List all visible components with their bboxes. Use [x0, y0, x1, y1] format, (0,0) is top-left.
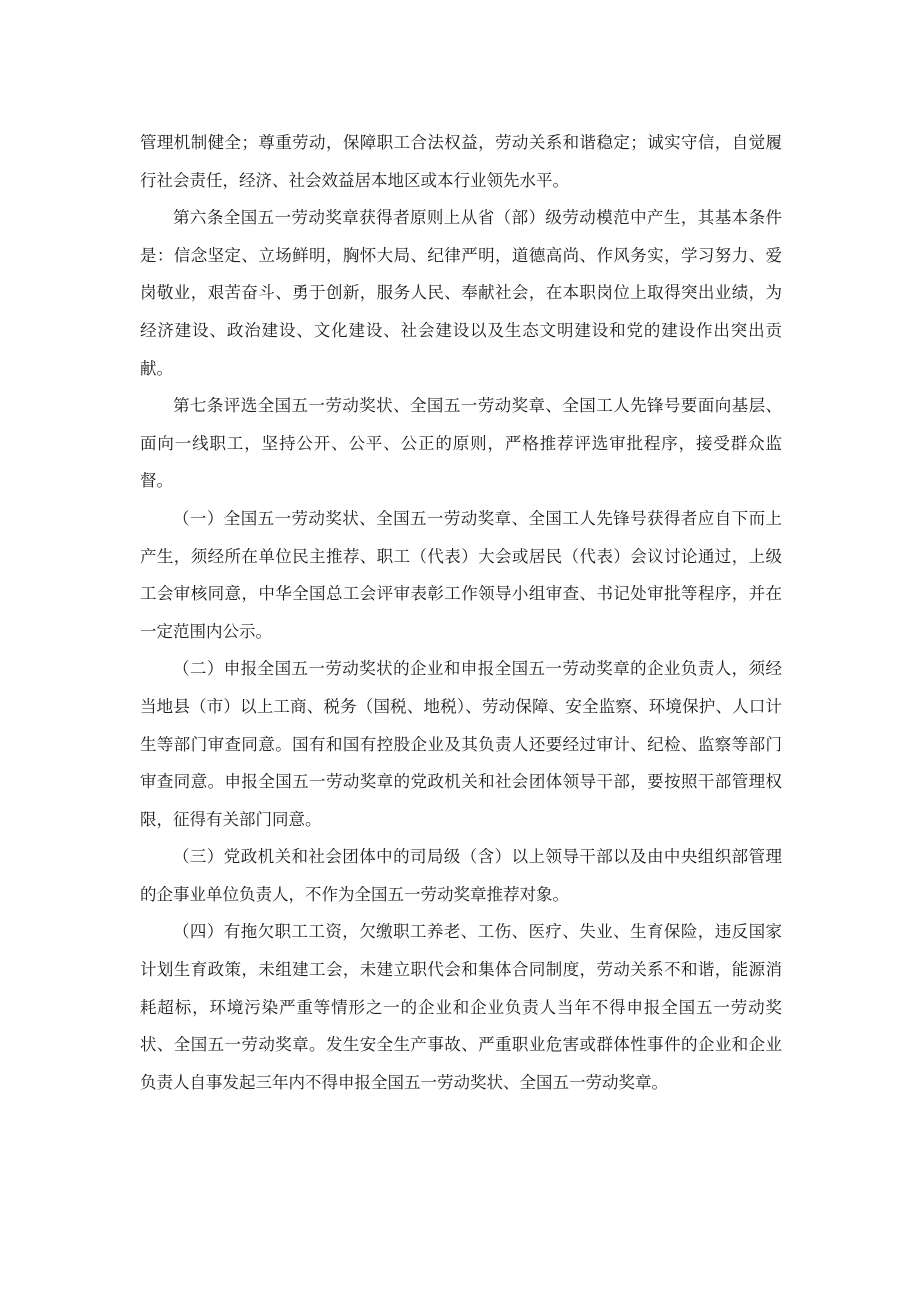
paragraph-item-1: （一）全国五一劳动奖状、全国五一劳动奖章、全国工人先锋号获得者应自下而上产生，须经所在单位民主推荐、职工（代表）大会或居民（代表）会议讨论通过，上级工会审核同意，中华全国总工会评审表彰工作领导小组审查、书记处审批等程序，并在一定范围内公示。 [140, 508, 782, 641]
paragraph-item-4: （四）有拖欠职工工资，欠缴职工养老、工伤、医疗、失业、生育保险，违反国家计划生育政策，未组建工会，未建立职代会和集体合同制度，劳动关系不和谐，能源消耗超标，环境污染严重等情形之一的企业和企业负责人当年不得申报全国五一劳动奖状、全国五一劳动奖章。发生安全生产事故、严重职业危害或群体性事件的企业和企业负责人自事发起三年内不得申报全国五一劳动奖状、全国五一劳动奖章。 [140, 922, 782, 1092]
paragraph-article-6: 第六条全国五一劳动奖章获得者原则上从省（部）级劳动模范中产生，其基本条件是：信念坚定、立场鲜明，胸怀大局、纪律严明，道德高尚、作风务实，学习努力、爱岗敬业，艰苦奋斗、勇于创新，服务人民、奉献社会，在本职岗位上取得突出业绩，为经济建设、政治建设、文化建设、社会建设以及生态文明建设和党的建设作出突出贡献。 [140, 208, 782, 378]
paragraph-item-2: （二）申报全国五一劳动奖状的企业和申报全国五一劳动奖章的企业负责人，须经当地县（市）以上工商、税务（国税、地税）、劳动保障、安全监察、环境保护、人口计生等部门审查同意。国有和国有控股企业及其负责人还要经过审计、纪检、监察等部门审查同意。申报全国五一劳动奖章的党政机关和社会团体领导干部，要按照干部管理权限，征得有关部门同意。 [140, 659, 782, 829]
paragraph-article-7: 第七条评选全国五一劳动奖状、全国五一劳动奖章、全国工人先锋号要面向基层、面向一线职工，坚持公开、公平、公正的原则，严格推荐评选审批程序，接受群众监督。 [140, 396, 782, 491]
paragraph-continuation: 管理机制健全；尊重劳动，保障职工合法权益，劳动关系和谐稳定；诚实守信，自觉履行社会责任，经济、社会效益居本地区或本行业领先水平。 [140, 133, 782, 190]
paragraph-item-3: （三）党政机关和社会团体中的司局级（含）以上领导干部以及由中央组织部管理的企事业单位负责人，不作为全国五一劳动奖章推荐对象。 [140, 847, 782, 904]
document-body [140, 124, 782, 1101]
